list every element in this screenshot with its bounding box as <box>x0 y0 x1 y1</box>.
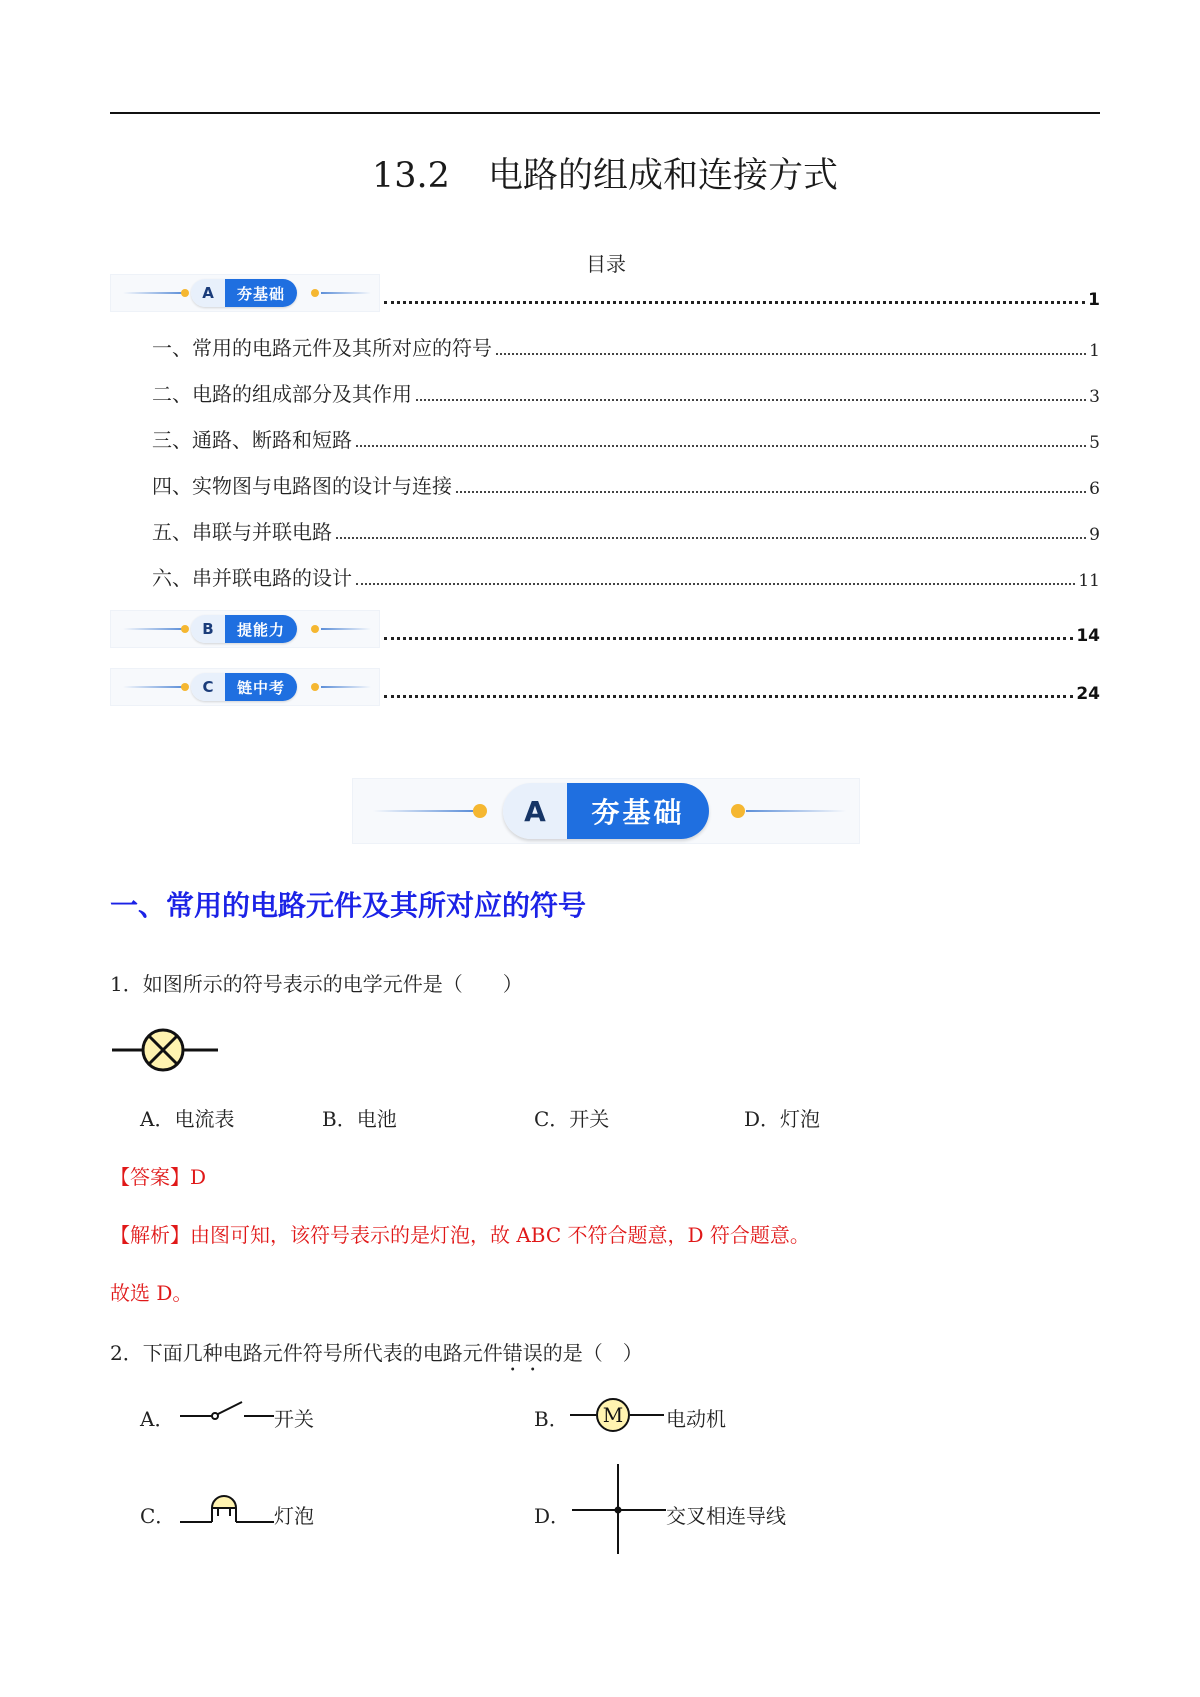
toc-item[interactable] <box>152 332 1100 361</box>
badge-dot-icon <box>311 683 319 691</box>
toc-leader <box>384 695 1073 698</box>
q2-option-d-letter: D． <box>534 1504 571 1528</box>
q2-option-c-label: 灯泡 <box>274 1504 314 1528</box>
badge-dot-icon <box>181 625 189 633</box>
toc-page: 24 <box>1076 684 1100 704</box>
toc-badge-b[interactable] <box>110 610 380 648</box>
toc-entry-c[interactable] <box>384 684 1100 704</box>
switch-symbol-icon <box>178 1398 274 1428</box>
badge-letter: B <box>191 615 225 643</box>
q2-option-a[interactable] <box>140 1403 174 1432</box>
badge-pill <box>191 673 297 701</box>
q2-option-d-label: 交叉相连导线 <box>666 1504 786 1528</box>
toc-page: 11 <box>1078 571 1100 591</box>
toc-page: 5 <box>1089 433 1100 453</box>
toc-page: 6 <box>1089 479 1100 499</box>
q2-option-b-letter: B． <box>534 1407 569 1431</box>
badge-line-left <box>123 686 183 688</box>
q2-option-a-letter: A． <box>140 1407 175 1431</box>
section-heading: 一、常用的电路元件及其所对应的符号 <box>110 889 587 922</box>
badge-letter: C <box>191 673 225 701</box>
toc-leader <box>416 399 1086 401</box>
toc-item-label: 三、通路、断路和短路 <box>152 428 352 452</box>
toc-leader <box>384 637 1073 640</box>
toc-page: 3 <box>1089 387 1100 407</box>
title-number: 13.2 <box>372 156 450 196</box>
q2-option-c-letter: C． <box>140 1504 176 1528</box>
toc-item-label: 一、常用的电路元件及其所对应的符号 <box>152 336 492 360</box>
toc-leader <box>496 353 1086 355</box>
toc-item[interactable] <box>152 516 1100 545</box>
toc-page: 14 <box>1076 626 1100 646</box>
toc-item-label: 六、串并联电路的设计 <box>152 566 352 590</box>
toc-page: 1 <box>1089 341 1100 361</box>
toc-item-label: 五、串联与并联电路 <box>152 520 332 544</box>
toc-leader <box>336 537 1086 539</box>
toc-leader <box>456 491 1086 493</box>
q2-option-b[interactable] <box>534 1403 569 1432</box>
section-banner <box>352 778 860 844</box>
q1-option-c[interactable]: C．开关 <box>534 1107 610 1131</box>
banner-letter: A <box>503 783 567 839</box>
lamp-symbol-icon <box>112 1026 218 1074</box>
badge-pill <box>191 279 297 307</box>
banner-pill <box>503 783 709 839</box>
badge-letter: A <box>191 279 225 307</box>
toc-page: 1 <box>1088 290 1100 310</box>
q1-analysis: 【解析】由图可知，该符号表示的是灯泡，故 ABC 不符合题意，D 符合题意。 <box>110 1223 810 1247</box>
badge-line-right <box>321 628 371 630</box>
toc-item[interactable] <box>152 562 1100 591</box>
toc-item-label: 二、电路的组成部分及其作用 <box>152 382 412 406</box>
toc-badge-a[interactable] <box>110 274 380 312</box>
q2-stem-pre: 2．下面几种电路元件符号所代表的电路元件 <box>110 1341 503 1365</box>
badge-pill <box>191 615 297 643</box>
badge-dot-icon <box>181 683 189 691</box>
toc-item[interactable] <box>152 470 1100 499</box>
header-rule <box>110 112 1100 114</box>
banner-line-left <box>373 810 473 812</box>
q2-option-a-label: 开关 <box>274 1407 314 1431</box>
toc-heading: 目录 <box>586 252 626 276</box>
toc-leader <box>356 583 1075 585</box>
banner-dot-icon <box>731 804 745 818</box>
q2-option-d[interactable] <box>534 1500 570 1529</box>
q2-stem <box>110 1337 643 1376</box>
badge-dot-icon <box>311 625 319 633</box>
motor-wire-left <box>570 1414 596 1416</box>
toc-item[interactable] <box>152 424 1100 453</box>
page-title <box>0 148 1200 198</box>
title-text: 电路的组成和连接方式 <box>487 156 838 196</box>
badge-line-left <box>123 292 183 294</box>
q1-option-b[interactable]: B．电池 <box>322 1107 397 1131</box>
q1-option-d[interactable]: D．灯泡 <box>744 1107 821 1131</box>
motor-symbol-icon <box>570 1398 664 1432</box>
badge-label: 链中考 <box>225 673 297 701</box>
badge-line-left <box>123 628 183 630</box>
q1-conclusion: 故选 D。 <box>110 1281 193 1305</box>
toc-entry-a[interactable] <box>384 290 1100 310</box>
q2-stem-post: 的是（ ） <box>542 1341 643 1365</box>
badge-dot-icon <box>311 289 319 297</box>
toc-item-label: 四、实物图与电路图的设计与连接 <box>152 474 452 498</box>
q1-stem: 1．如图所示的符号表示的电学元件是（ ） <box>110 972 523 996</box>
badge-line-right <box>321 686 371 688</box>
toc-leader <box>384 301 1085 304</box>
q2-option-c[interactable] <box>140 1500 175 1529</box>
q1-option-a[interactable]: A．电流表 <box>140 1107 235 1131</box>
toc-page: 9 <box>1089 525 1100 545</box>
toc-item[interactable] <box>152 378 1100 407</box>
q1-answer: 【答案】D <box>110 1165 207 1189</box>
toc-entry-b[interactable] <box>384 626 1100 646</box>
q2-option-b-label: 电动机 <box>666 1407 726 1431</box>
banner-label: 夯基础 <box>567 783 709 839</box>
motor-wire-right <box>630 1414 664 1416</box>
bulb-symbol-icon <box>178 1488 274 1524</box>
badge-label: 夯基础 <box>225 279 297 307</box>
toc-badge-c[interactable] <box>110 668 380 706</box>
banner-line-right <box>746 810 846 812</box>
junction-symbol-icon <box>570 1462 666 1554</box>
badge-label: 提能力 <box>225 615 297 643</box>
badge-line-right <box>321 292 371 294</box>
banner-dot-icon <box>473 804 487 818</box>
q2-stem-emphasis: 错误 <box>502 1341 543 1365</box>
motor-circle: M <box>596 1398 630 1432</box>
badge-dot-icon <box>181 289 189 297</box>
toc-leader <box>356 445 1086 447</box>
